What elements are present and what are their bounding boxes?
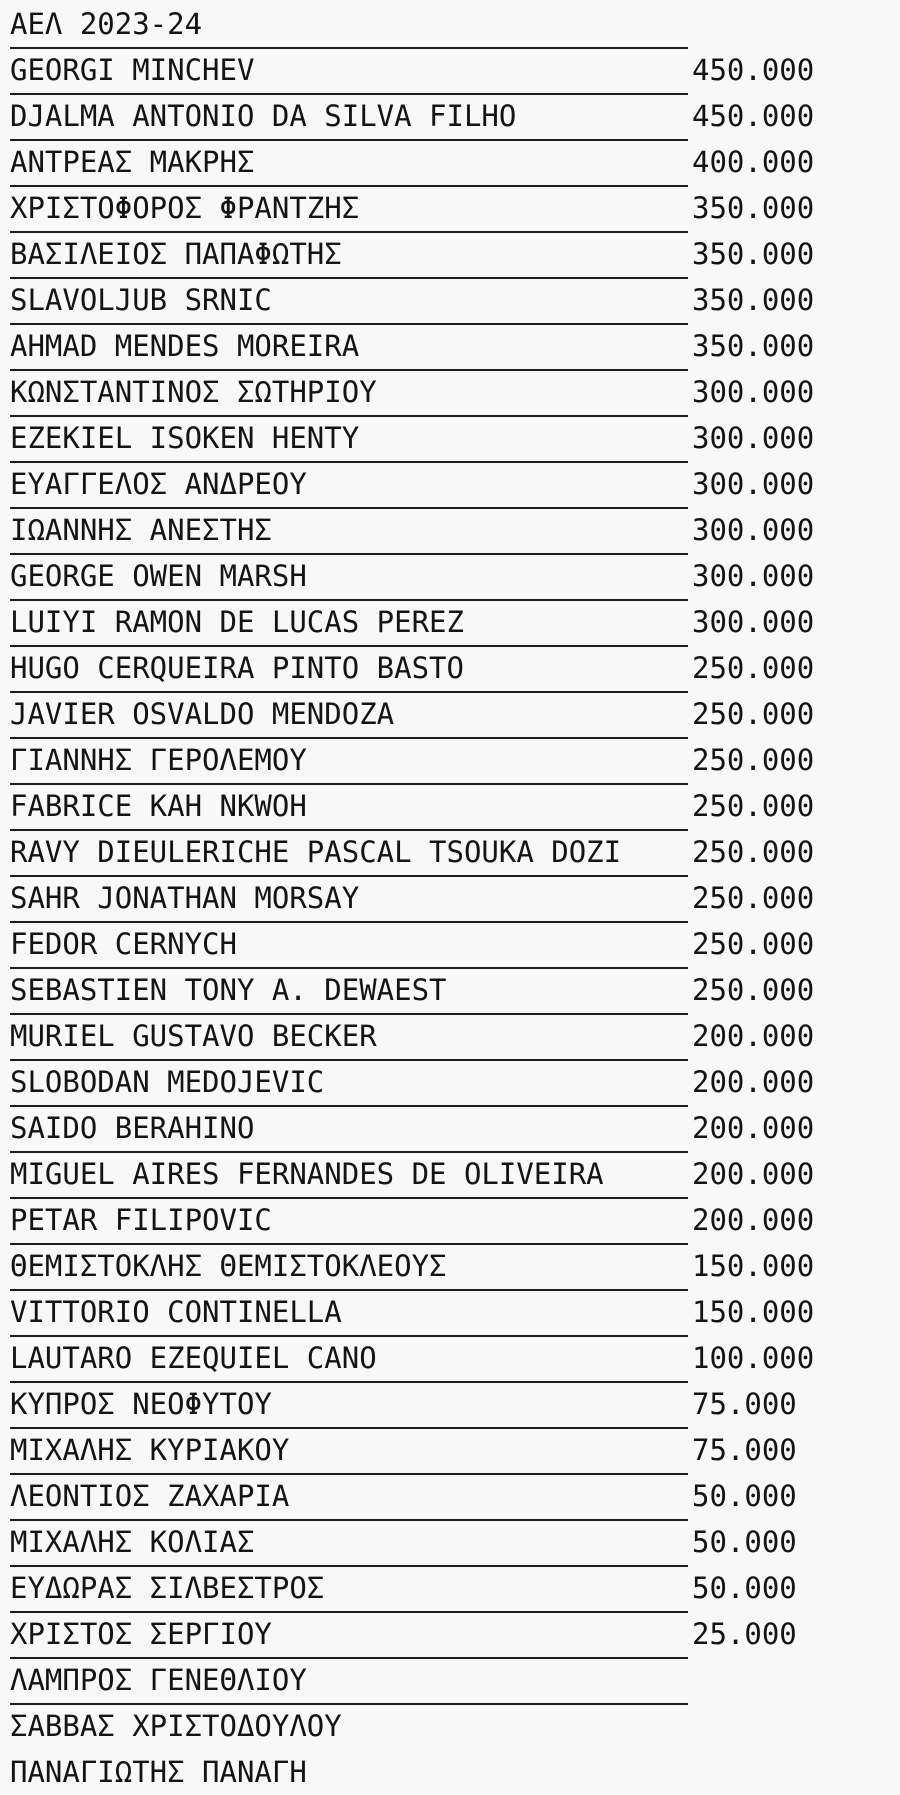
- list-item: [0, 1059, 900, 1105]
- list-item: [0, 1197, 900, 1243]
- player-amount: 200.000: [692, 1157, 815, 1191]
- list-title: ΑΕΛ 2023-24: [10, 7, 203, 41]
- list-item: [0, 1611, 900, 1657]
- list-item: [0, 829, 900, 875]
- list-item: [0, 783, 900, 829]
- list-item: [0, 415, 900, 461]
- entry-list: [0, 47, 900, 1795]
- player-amount: 250.000: [692, 697, 815, 731]
- player-name: FEDOR CERNYCH: [10, 927, 237, 961]
- player-amount: 300.000: [692, 605, 815, 639]
- player-name: ΧΡΙΣΤΟΦΟΡΟΣ ΦΡΑΝΤΖΗΣ: [10, 191, 360, 225]
- player-name: ΑΝΤΡΕΑΣ ΜΑΚΡΗΣ: [10, 145, 255, 179]
- player-amount: 300.000: [692, 559, 815, 593]
- player-name: ΚΥΠΡΟΣ ΝΕΟΦΥΤΟΥ: [10, 1387, 272, 1421]
- player-name: ΙΩΑΝΝΗΣ ΑΝΕΣΤΗΣ: [10, 513, 272, 547]
- player-name: GEORGE OWEN MARSH: [10, 559, 307, 593]
- player-name: MIGUEL AIRES FERNANDES DE OLIVEIRA: [10, 1157, 604, 1191]
- list-item: [0, 599, 900, 645]
- player-name: ΕΥΑΓΓΕΛΟΣ ΑΝΔΡΕΟΥ: [10, 467, 307, 501]
- player-amount: 450.000: [692, 99, 815, 133]
- player-name: HUGO CERQUEIRA PINTO BASTO: [10, 651, 464, 685]
- player-amount: 50.000: [692, 1525, 797, 1559]
- list-item: [0, 645, 900, 691]
- list-item: [0, 1473, 900, 1519]
- list-item: [0, 369, 900, 415]
- player-amount: 250.000: [692, 743, 815, 777]
- player-amount: 250.000: [692, 881, 815, 915]
- player-name: ΒΑΣΙΛΕΙΟΣ ΠΑΠΑΦΩΤΗΣ: [10, 237, 342, 271]
- player-name: FABRICE KAH NKWOH: [10, 789, 307, 823]
- player-amount: 200.000: [692, 1111, 815, 1145]
- list-item: [0, 1335, 900, 1381]
- player-amount: 300.000: [692, 375, 815, 409]
- player-amount: 350.000: [692, 191, 815, 225]
- player-name: VITTORIO CONTINELLA: [10, 1295, 342, 1329]
- list-item: [0, 1565, 900, 1611]
- list-item: [0, 185, 900, 231]
- list-item: [0, 93, 900, 139]
- player-amount: 450.000: [692, 53, 815, 87]
- player-name: ΜΙΧΑΛΗΣ ΚΟΛΙΑΣ: [10, 1525, 255, 1559]
- player-name: LUIYI RAMON DE LUCAS PEREZ: [10, 605, 464, 639]
- list-item: [0, 921, 900, 967]
- player-name: ΕΥΔΩΡΑΣ ΣΙΛΒΕΣΤΡΟΣ: [10, 1571, 325, 1605]
- player-amount: 250.000: [692, 927, 815, 961]
- player-amount: 300.000: [692, 513, 815, 547]
- player-name: LAUTARO EZEQUIEL CANO: [10, 1341, 377, 1375]
- list-item: [0, 47, 900, 93]
- player-name: ΧΡΙΣΤΟΣ ΣΕΡΓΙΟΥ: [10, 1617, 272, 1651]
- player-name: PETAR FILIPOVIC: [10, 1203, 272, 1237]
- player-amount: 75.000: [692, 1433, 797, 1467]
- player-amount: 250.000: [692, 651, 815, 685]
- list-item: [0, 1105, 900, 1151]
- list-item: [0, 139, 900, 185]
- player-name: GEORGI MINCHEV: [10, 53, 255, 87]
- player-name: RAVY DIEULERICHE PASCAL TSOUKA DOZI: [10, 835, 622, 869]
- player-name: SLOBODAN MEDOJEVIC: [10, 1065, 325, 1099]
- player-amount: 50.000: [692, 1479, 797, 1513]
- list-item: [0, 967, 900, 1013]
- list-item: [0, 1703, 900, 1749]
- player-name: ΛΑΜΠΡΟΣ ΓΕΝΕΘΛΙΟΥ: [10, 1663, 307, 1697]
- player-name: ΜΙΧΑΛΗΣ ΚΥΡΙΑΚΟΥ: [10, 1433, 290, 1467]
- player-amount: 300.000: [692, 467, 815, 501]
- player-amount: 350.000: [692, 237, 815, 271]
- player-amount: 200.000: [692, 1019, 815, 1053]
- player-amount: 400.000: [692, 145, 815, 179]
- player-amount: 150.000: [692, 1249, 815, 1283]
- list-item: [0, 1013, 900, 1059]
- list-item: [0, 737, 900, 783]
- list-item: [0, 1289, 900, 1335]
- list-item: [0, 323, 900, 369]
- player-name: SAIDO BERAHINO: [10, 1111, 255, 1145]
- player-name: AHMAD MENDES MOREIRA: [10, 329, 360, 363]
- player-name: SEBASTIEN TONY A. DEWAEST: [10, 973, 447, 1007]
- player-name: ΣΑΒΒΑΣ ΧΡΙΣΤΟΔΟΥΛΟΥ: [10, 1709, 342, 1743]
- player-amount: 350.000: [692, 283, 815, 317]
- player-amount: 50.000: [692, 1571, 797, 1605]
- list-item: [0, 1519, 900, 1565]
- player-amount: 200.000: [692, 1203, 815, 1237]
- player-name: JAVIER OSVALDO MENDOZA: [10, 697, 395, 731]
- list-item: [0, 691, 900, 737]
- list-item: [0, 1381, 900, 1427]
- list-item: [0, 1657, 900, 1703]
- player-amount: 250.000: [692, 835, 815, 869]
- player-name: DJALMA ANTONIO DA SILVA FILHO: [10, 99, 517, 133]
- list-item: [0, 461, 900, 507]
- player-amount: 250.000: [692, 789, 815, 823]
- player-amount: 25.000: [692, 1617, 797, 1651]
- player-name: ΘΕΜΙΣΤΟΚΛΗΣ ΘΕΜΙΣΤΟΚΛΕΟΥΣ: [10, 1249, 447, 1283]
- list-item: [0, 1151, 900, 1197]
- player-name: ΓΙΑΝΝΗΣ ΓΕΡΟΛΕΜΟΥ: [10, 743, 307, 777]
- player-name: MURIEL GUSTAVO BECKER: [10, 1019, 377, 1053]
- list-item: [0, 277, 900, 323]
- list-title-line: [0, 1, 900, 47]
- player-amount: 150.000: [692, 1295, 815, 1329]
- player-amount: 100.000: [692, 1341, 815, 1375]
- list-item: [0, 1749, 900, 1795]
- player-name: SAHR JONATHAN MORSAY: [10, 881, 360, 915]
- player-name: SLAVOLJUB SRNIC: [10, 283, 272, 317]
- list-item: [0, 1243, 900, 1289]
- list-item: [0, 553, 900, 599]
- player-amount: 350.000: [692, 329, 815, 363]
- list-item: [0, 1427, 900, 1473]
- list-item: [0, 507, 900, 553]
- player-name: ΚΩΝΣΤΑΝΤΙΝΟΣ ΣΩΤΗΡΙΟΥ: [10, 375, 377, 409]
- player-amount: 300.000: [692, 421, 815, 455]
- list-item: [0, 875, 900, 921]
- player-amount: 200.000: [692, 1065, 815, 1099]
- player-name: ΠΑΝΑΓΙΩΤΗΣ ΠΑΝΑΓΗ: [10, 1755, 307, 1789]
- player-amount: 75.000: [692, 1387, 797, 1421]
- player-name: EZEKIEL ISOKEN HENTY: [10, 421, 360, 455]
- player-name: ΛΕΟΝΤΙΟΣ ΖΑΧΑΡΙΑ: [10, 1479, 290, 1513]
- list-item: [0, 231, 900, 277]
- player-amount: 250.000: [692, 973, 815, 1007]
